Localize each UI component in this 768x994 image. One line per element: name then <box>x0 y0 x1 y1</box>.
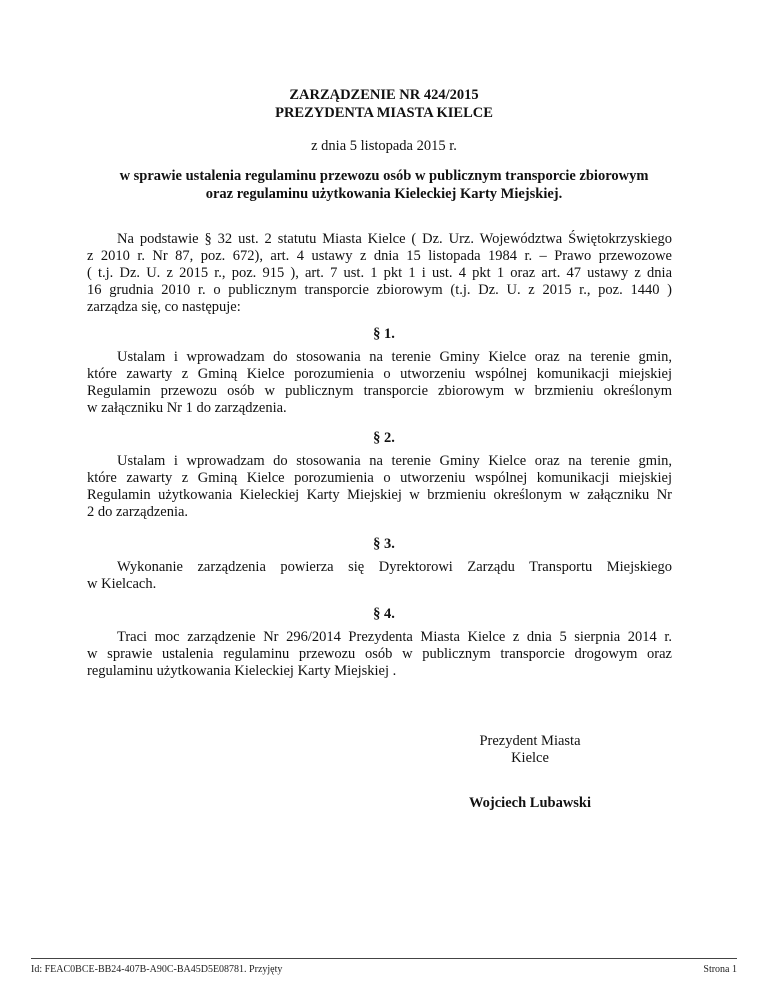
section-2-paragraph <box>87 453 672 521</box>
preamble-line: zarządza się, co następuje: <box>87 299 241 315</box>
preamble-paragraph <box>87 231 672 316</box>
footer-document-id: Id: FEAC0BCE-BB24-407B-A90C-BA45D5E08781. Przyjęty <box>31 964 283 975</box>
section-1-line: Ustalam i wprowadzam do stosowania na terenie Gminy Kielce oraz na terenie gmin, <box>117 349 672 365</box>
signature-role-line-2: Kielce <box>511 750 549 766</box>
footer-divider <box>31 958 737 959</box>
title-line-1: ZARZĄDZENIE NR 424/2015 <box>289 87 479 103</box>
section-2-mark: § 2. <box>373 430 395 446</box>
preamble-line: z 2010 r. Nr 87, poz. 672), art. 4 ustawy z dnia 15 listopada 1984 r. – Prawo przewozowe <box>87 248 672 264</box>
subject-line-2: oraz regulaminu użytkowania Kieleckiej Karty Miejskiej. <box>205 186 563 202</box>
section-1-line: Regulamin przewozu osób w publicznym transporcie zbiorowym w brzmieniu określonym <box>87 383 672 399</box>
section-2-line: Ustalam i wprowadzam do stosowania na terenie Gminy Kielce oraz na terenie gmin, <box>117 453 672 469</box>
signature-role <box>440 733 620 767</box>
section-4-line: regulaminu użytkowania Kieleckiej Karty Miejskiej . <box>87 663 397 679</box>
section-2-line: które zawarty z Gminą Kielce porozumienia o utworzeniu wspólnej komunikacji miejskiej <box>87 470 672 486</box>
signature-name: Wojciech Lubawski <box>468 795 592 811</box>
section-3-paragraph <box>87 559 672 593</box>
document-subject <box>0 167 768 203</box>
section-4-paragraph <box>87 629 672 680</box>
footer-page-number: Strona 1 <box>703 964 737 975</box>
section-1-line: w załączniku Nr 1 do zarządzenia. <box>87 400 287 416</box>
section-4-line: Traci moc zarządzenie Nr 296/2014 Prezydenta Miasta Kielce z dnia 5 sierpnia 2014 r. <box>117 629 672 645</box>
section-3-mark: § 3. <box>373 536 395 552</box>
section-3-line: Wykonanie zarządzenia powierza się Dyrektorowi Zarządu Transportu Miejskiego <box>117 559 672 575</box>
section-4-mark: § 4. <box>373 606 395 622</box>
document-date: z dnia 5 listopada 2015 r. <box>311 138 457 154</box>
section-1-line: które zawarty z Gminą Kielce porozumienia o utworzeniu wspólnej komunikacji miejskiej <box>87 366 672 382</box>
subject-line-1: w sprawie ustalenia regulaminu przewozu osób w publicznym transporcie zbiorowym <box>119 168 649 184</box>
preamble-line: Na podstawie § 32 ust. 2 statutu Miasta Kielce ( Dz. Urz. Województwa Świętokrzyskiego <box>117 231 672 247</box>
section-3-line: w Kielcach. <box>87 576 157 592</box>
document-title <box>0 86 768 122</box>
section-2-line: 2 do zarządzenia. <box>87 504 189 520</box>
title-line-2: PREZYDENTA MIASTA KIELCE <box>275 105 493 121</box>
preamble-line: 16 grudnia 2010 r. o publicznym transporcie zbiorowym (t.j. Dz. U. z 2015 r., poz. 1440 ) <box>87 282 672 298</box>
section-4-line: w sprawie ustalenia regulaminu przewozu osób w publicznym transporcie drogowym oraz <box>87 646 672 662</box>
section-1-paragraph <box>87 349 672 417</box>
signature-role-line-1: Prezydent Miasta <box>479 733 581 749</box>
section-2-line: Regulamin użytkowania Kieleckiej Karty Miejskiej w brzmieniu określonym w załączniku Nr <box>87 487 672 503</box>
section-1-mark: § 1. <box>373 326 395 342</box>
preamble-line: ( t.j. Dz. U. z 2015 r., poz. 915 ), art. 7 ust. 1 pkt 1 i ust. 4 pkt 1 oraz art. 47 ustawy z dnia <box>87 265 672 281</box>
